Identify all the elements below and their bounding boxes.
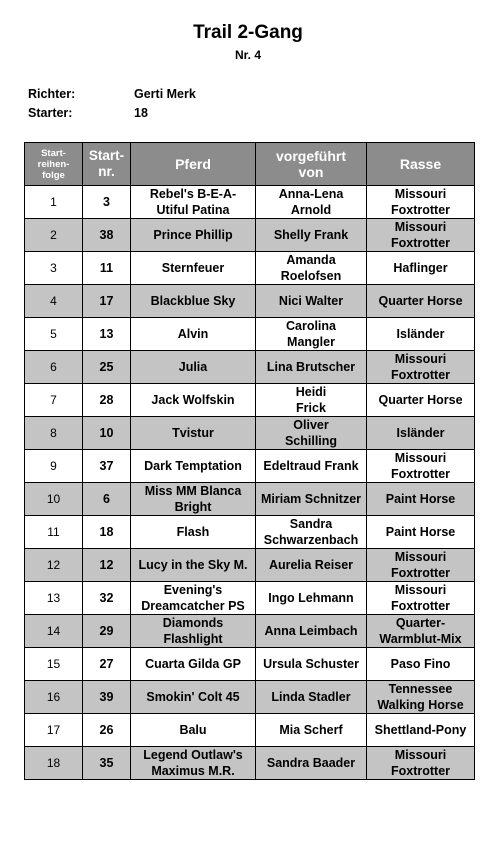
presented-by-cell: Mia Scherf: [256, 714, 367, 747]
start-number-cell: 11: [83, 252, 131, 285]
breed-cell: Missouri Foxtrotter: [367, 582, 475, 615]
presented-by-cell: Nici Walter: [256, 285, 367, 318]
start-number-cell: 27: [83, 648, 131, 681]
horse-cell: Evening's Dreamcatcher PS: [131, 582, 256, 615]
start-order-cell: 2: [25, 219, 83, 252]
judge-label: Richter:: [28, 87, 76, 101]
start-order-cell: 9: [25, 450, 83, 483]
start-order-cell: 18: [25, 747, 83, 780]
table-row: [25, 516, 475, 549]
start-number-cell: 10: [83, 417, 131, 450]
class-number: Nr. 4: [234, 48, 261, 62]
table-row: [25, 483, 475, 516]
horse-cell: Blackblue Sky: [131, 285, 256, 318]
horse-cell: Prince Phillip: [131, 219, 256, 252]
horse-cell: Legend Outlaw's Maximus M.R.: [131, 747, 256, 780]
breed-cell: Quarter- Warmblut-Mix: [367, 615, 475, 648]
start-number-cell: 13: [83, 318, 131, 351]
presented-by-cell: Aurelia Reiser: [256, 549, 367, 582]
start-number-cell: 32: [83, 582, 131, 615]
table-row: [25, 681, 475, 714]
table-row: [25, 219, 475, 252]
start-list-table: [24, 142, 475, 780]
breed-cell: Paso Fino: [367, 648, 475, 681]
start-order-cell: 11: [25, 516, 83, 549]
table-row: [25, 252, 475, 285]
table-row: [25, 747, 475, 780]
table-row: [25, 186, 475, 219]
table-row: [25, 615, 475, 648]
header-breed: Rasse: [367, 143, 475, 186]
starters-row: [28, 106, 148, 120]
start-order-cell: 4: [25, 285, 83, 318]
presented-by-cell: Miriam Schnitzer: [256, 483, 367, 516]
start-number-cell: 18: [83, 516, 131, 549]
horse-cell: Miss MM Blanca Bright: [131, 483, 256, 516]
judge-row: [28, 87, 196, 101]
start-order-cell: 12: [25, 549, 83, 582]
start-order-cell: 8: [25, 417, 83, 450]
presented-by-cell: Carolina Mangler: [256, 318, 367, 351]
start-order-cell: 5: [25, 318, 83, 351]
start-number-cell: 17: [83, 285, 131, 318]
table-row: [25, 285, 475, 318]
breed-cell: Missouri Foxtrotter: [367, 747, 475, 780]
presented-by-cell: Linda Stadler: [256, 681, 367, 714]
start-order-cell: 3: [25, 252, 83, 285]
presented-by-cell: Sandra Baader: [256, 747, 367, 780]
breed-cell: Missouri Foxtrotter: [367, 450, 475, 483]
breed-cell: Missouri Foxtrotter: [367, 186, 475, 219]
table-row: [25, 714, 475, 747]
start-order-cell: 6: [25, 351, 83, 384]
header-start-order: Start- reihen- folge: [25, 143, 83, 186]
breed-cell: Paint Horse: [367, 483, 475, 516]
breed-cell: Isländer: [367, 417, 475, 450]
start-number-cell: 26: [83, 714, 131, 747]
table-row: [25, 549, 475, 582]
table-row: [25, 450, 475, 483]
table-row: [25, 318, 475, 351]
start-number-cell: 29: [83, 615, 131, 648]
horse-cell: Dark Temptation: [131, 450, 256, 483]
breed-cell: Haflinger: [367, 252, 475, 285]
breed-cell: Paint Horse: [367, 516, 475, 549]
start-number-cell: 25: [83, 351, 131, 384]
table-row: [25, 648, 475, 681]
horse-cell: Smokin' Colt 45: [131, 681, 256, 714]
table-header-row: [25, 143, 475, 186]
horse-cell: Diamonds Flashlight: [131, 615, 256, 648]
start-number-cell: 28: [83, 384, 131, 417]
horse-cell: Tvistur: [131, 417, 256, 450]
start-order-cell: 14: [25, 615, 83, 648]
start-number-cell: 35: [83, 747, 131, 780]
presented-by-cell: Lina Brutscher: [256, 351, 367, 384]
presented-by-cell: Anna-Lena Arnold: [256, 186, 367, 219]
start-order-cell: 16: [25, 681, 83, 714]
breed-cell: Missouri Foxtrotter: [367, 351, 475, 384]
starters-value: 18: [134, 106, 148, 120]
breed-cell: Missouri Foxtrotter: [367, 219, 475, 252]
start-order-cell: 15: [25, 648, 83, 681]
breed-cell: Missouri Foxtrotter: [367, 549, 475, 582]
table-row: [25, 417, 475, 450]
start-order-cell: 17: [25, 714, 83, 747]
presented-by-cell: Shelly Frank: [256, 219, 367, 252]
horse-cell: Cuarta Gilda GP: [131, 648, 256, 681]
breed-cell: Quarter Horse: [367, 384, 475, 417]
breed-cell: Quarter Horse: [367, 285, 475, 318]
header-horse: Pferd: [131, 143, 256, 186]
start-order-cell: 10: [25, 483, 83, 516]
horse-cell: Alvin: [131, 318, 256, 351]
horse-cell: Flash: [131, 516, 256, 549]
breed-cell: Tennessee Walking Horse: [367, 681, 475, 714]
presented-by-cell: Sandra Schwarzenbach: [256, 516, 367, 549]
start-order-cell: 1: [25, 186, 83, 219]
breed-cell: Shettland-Pony: [367, 714, 475, 747]
presented-by-cell: Amanda Roelofsen: [256, 252, 367, 285]
judge-value: Gerti Merk: [134, 87, 196, 101]
horse-cell: Sternfeuer: [131, 252, 256, 285]
start-number-cell: 39: [83, 681, 131, 714]
header-start-number: Start- nr.: [83, 143, 131, 186]
table-row: [25, 384, 475, 417]
presented-by-cell: Ursula Schuster: [256, 648, 367, 681]
start-order-cell: 13: [25, 582, 83, 615]
horse-cell: Jack Wolfskin: [131, 384, 256, 417]
table-row: [25, 582, 475, 615]
presented-by-cell: Edeltraud Frank: [256, 450, 367, 483]
horse-cell: Lucy in the Sky M.: [131, 549, 256, 582]
presented-by-cell: Ingo Lehmann: [256, 582, 367, 615]
presented-by-cell: Heidi Frick: [256, 384, 367, 417]
presented-by-cell: Anna Leimbach: [256, 615, 367, 648]
breed-cell: Isländer: [367, 318, 475, 351]
start-order-cell: 7: [25, 384, 83, 417]
horse-cell: Balu: [131, 714, 256, 747]
start-number-cell: 6: [83, 483, 131, 516]
start-number-cell: 37: [83, 450, 131, 483]
presented-by-cell: Oliver Schilling: [256, 417, 367, 450]
start-number-cell: 12: [83, 549, 131, 582]
horse-cell: Julia: [131, 351, 256, 384]
page-title: Trail 2-Gang: [193, 22, 303, 43]
start-number-cell: 3: [83, 186, 131, 219]
table-row: [25, 351, 475, 384]
starters-label: Starter:: [28, 106, 73, 120]
header-presented-by: vorgeführt von: [256, 143, 367, 186]
start-number-cell: 38: [83, 219, 131, 252]
horse-cell: Rebel's B-E-A- Utiful Patina: [131, 186, 256, 219]
